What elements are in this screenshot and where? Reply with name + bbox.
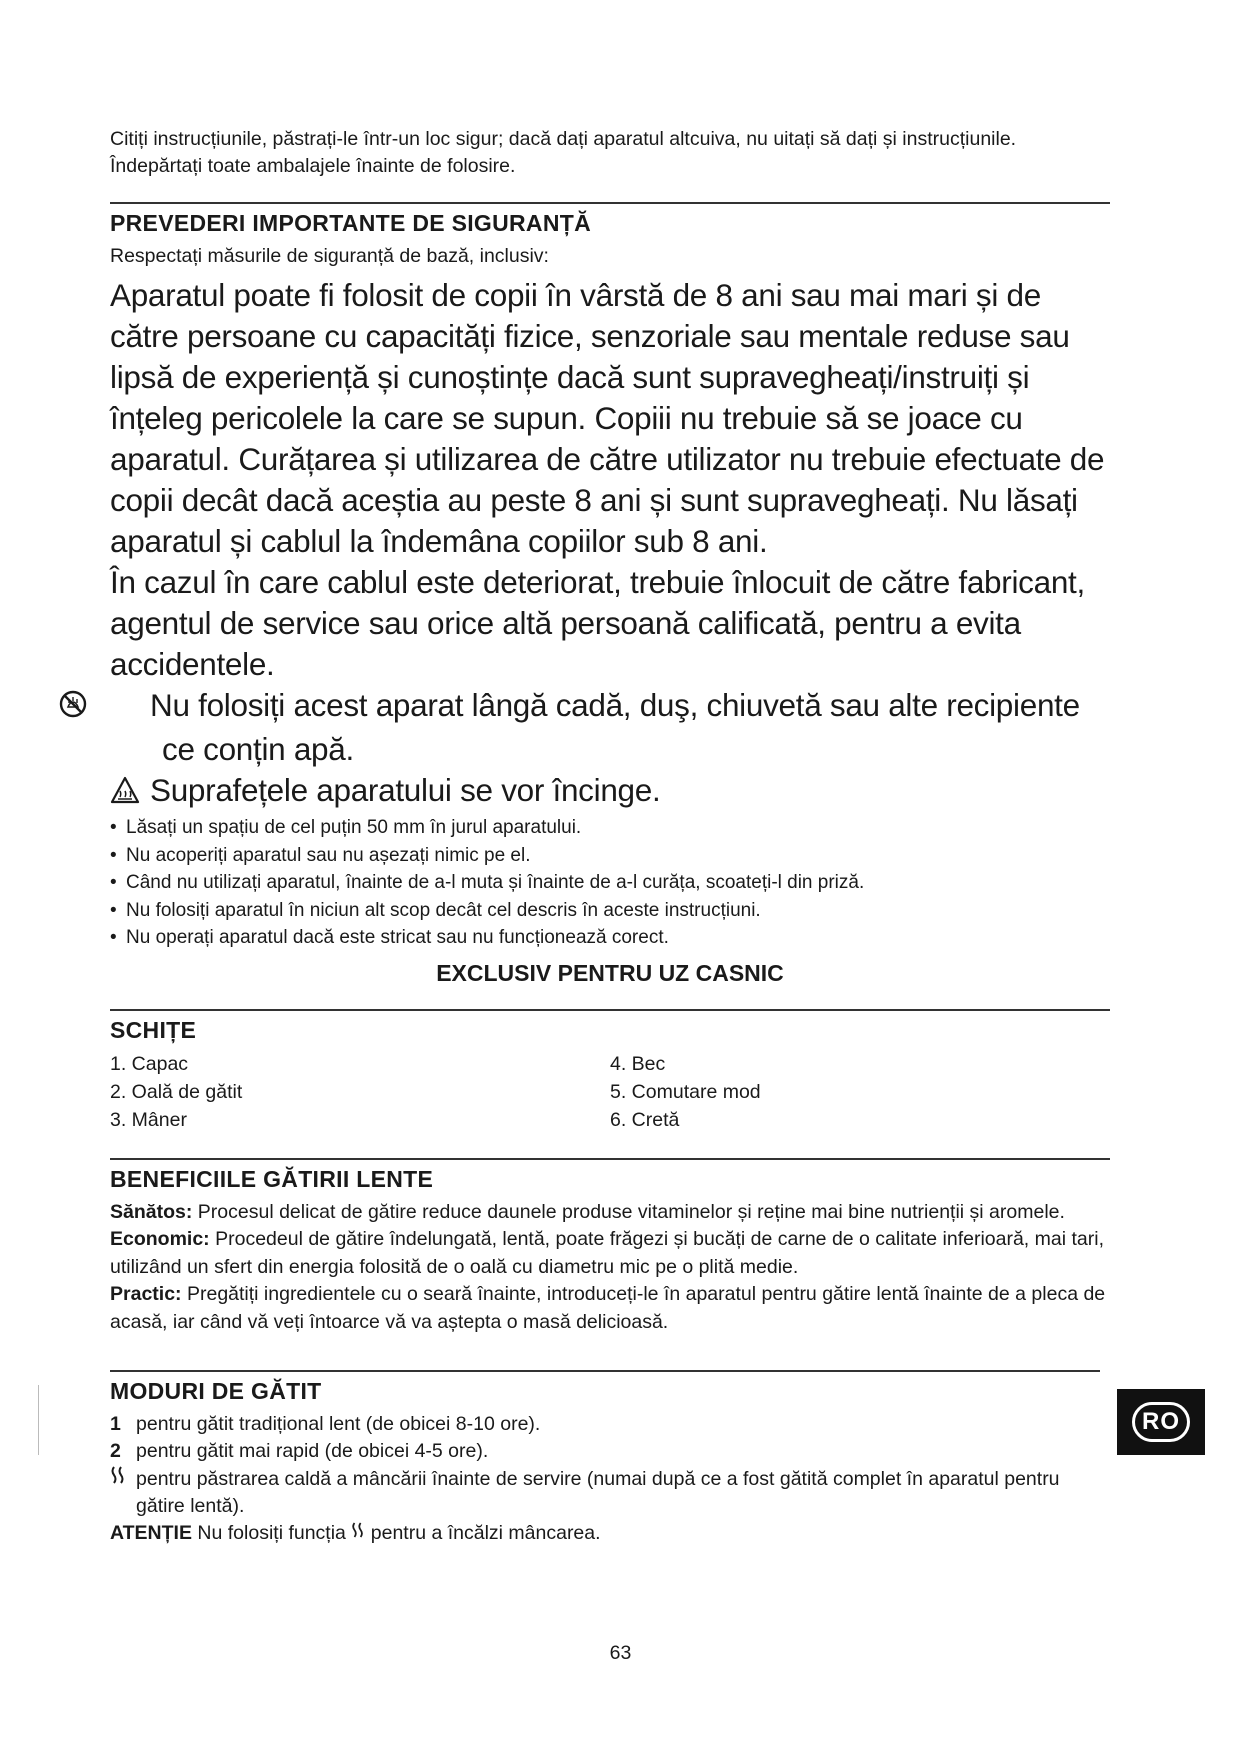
margin-line [38,1385,39,1455]
water-warning-text: Nu folosiți acest aparat lângă cadă, duş, chiuvetă sau alte recipiente ce conțin apă. [150,687,1080,767]
benefit-text: Pregătiți ingredientele cu o seară înainte, introduceți-le în aparatul pentru gătire lentă înainte de a pleca de acasă, iar când vă veți întoarce vă va aștepta o masă delicioasă. [110,1283,1106,1333]
benefit-text: Procesul delicat de gătire reduce daunele produse vitaminelor și reține mai bine nutrienții și aromele. [197,1200,1065,1223]
safety-subtitle: Respectați măsurile de siguranță de bază, inclusiv: [110,245,549,267]
parts-heading: SCHIȚE [110,1016,197,1043]
list-item: • Nu operați aparatul dacă este stricat sau nu funcționează corect. [110,924,1110,952]
benefit-practical [110,1281,1110,1336]
mode-key: 2 [110,1440,121,1462]
mode-text: pentru păstrarea caldă a mâncării înainte de servire (numai după ce a fost gătită complet în aparatul pentru gătire lentă). [136,1468,1060,1517]
benefit-label: Economic: [110,1228,210,1250]
parts-list [110,1050,1110,1134]
benefit-text: Procedeul de gătire îndelungată, lentă, poate frăgezi și bucăți de carne de o calitate inferioară, mai tari, utilizând un sfert din energia folosită de o oală cu diametru mic pe o plită medie. [110,1228,1104,1278]
safety-paragraph-children: Aparatul poate fi folosit de copii în vârstă de 8 ani sau mai mari și de către persoane cu capacități fizice, senzoriale sau mentale reduse sau lipsă de experiență și cunoștințe dacă sunt supravegheați/instruiți și înțeleg pericolele la care se supun. Copiii nu trebuie să se joace cu aparatul. Curățarea și utilizarea de către utilizator nu trebuie efectuate de copii decât dacă aceștia au peste 8 ani și sunt supravegheați. Nu lăsați aparatul și cablul la îndemâna copiilor sub 8 ani. [110,277,1105,559]
list-item: 2. Oală de gătit [110,1080,243,1103]
mode-key: 1 [110,1413,121,1435]
keep-warm-icon [110,1465,136,1493]
mode-keep-warm [110,1465,1110,1520]
hot-surface-icon [110,773,150,814]
intro-line-1: Citiți instrucțiunile, păstrați-le într-un loc sigur; dacă dați aparatul altcuiva, nu uitați să dați și instrucțiunile. [110,128,1017,150]
warning-text-post: pentru a încălzi mâncarea. [370,1522,601,1544]
section-divider [110,1370,1100,1372]
modes-warning [110,1520,1110,1548]
safety-heading: PREVEDERI IMPORTANTE DE SIGURANȚĂ [110,210,592,236]
intro [110,126,1110,180]
mode-1 [110,1411,1110,1438]
modes-heading: MODURI DE GĂTIT [110,1378,322,1404]
language-badge-label: RO [1132,1402,1190,1442]
safety-paragraph-cable: În cazul în care cablul este deteriorat, trebuie înlocuit de către fabricant, agentul de service sau orice altă persoană calificată, pentru a evita accidentele. [110,564,1085,682]
list-item: • Lăsați un spațiu de cel puțin 50 mm în jurul aparatului. [110,814,1110,842]
list-item: 4. Bec [610,1052,666,1075]
language-badge [1117,1389,1205,1455]
list-item: • Când nu utilizați aparatul, înainte de a-l muta și înainte de a-l curăța, scoateți-l din priză. [110,869,1110,897]
list-item: 1. Capac [110,1052,189,1075]
benefit-economic [110,1226,1110,1281]
benefit-label: Sănătos: [110,1200,193,1223]
page-number: 63 [609,1642,632,1664]
benefit-label: Practic: [110,1283,182,1305]
list-item: • Nu folosiți aparatul în niciun alt scop decât cel descris în aceste instrucțiuni. [110,897,1110,925]
parts-left-column [110,1050,610,1134]
safety-bullets [110,814,1110,952]
mode-2 [110,1438,1110,1465]
benefits-heading: BENEFICIILE GĂTIRII LENTE [110,1165,434,1192]
keep-warm-icon [351,1522,365,1544]
list-item: 6. Cretă [610,1108,680,1131]
hot-warning-text: Suprafețele aparatului se vor încinge. [150,772,661,808]
parts-right-column [610,1050,1110,1134]
section-divider [110,1158,1110,1160]
list-item: • Nu acoperiți aparatul sau nu așezați nimic pe el. [110,842,1110,870]
hot-warning [110,770,1110,814]
list-item: 5. Comutare mod [610,1080,761,1103]
section-divider [110,1009,1110,1011]
mode-text: pentru gătit tradițional lent (de obicei 8-10 ore). [136,1413,541,1435]
list-item: 3. Mâner [110,1108,187,1131]
section-divider [110,202,1110,204]
mode-text: pentru gătit mai rapid (de obicei 4-5 ore). [136,1440,489,1462]
water-warning [110,685,1110,770]
intro-line-2: Îndepărtați toate ambalajele înainte de folosire. [110,155,516,177]
household-use-notice: EXCLUSIV PENTRU UZ CASNIC [436,959,784,986]
benefit-healthy [110,1199,1110,1227]
warning-text-pre: Nu folosiți funcția [197,1522,346,1544]
warning-label: ATENȚIE [110,1522,192,1544]
no-water-icon [110,688,150,729]
document-page [110,126,1110,1548]
